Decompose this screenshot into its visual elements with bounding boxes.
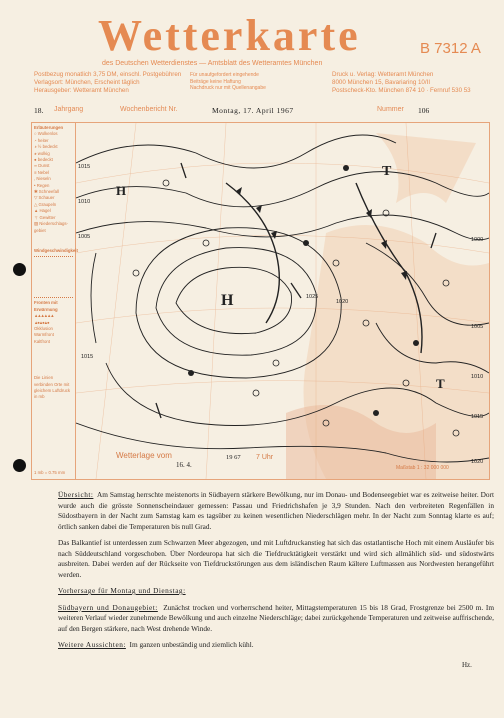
punch-hole <box>13 459 26 472</box>
legend-item: ㄎ Gewitter <box>34 214 56 220</box>
legend-item: ✱ Schneefall <box>34 189 59 195</box>
outlook-heading: Weitere Aussichten: <box>58 640 126 649</box>
legend-footer: 1 mb = 0.75 mm <box>34 469 66 475</box>
disclaimer-box <box>190 72 266 92</box>
map-date: 16. 4. <box>176 461 192 469</box>
publisher-subtitle: des Deutschen Wetterdienstes — Amtsblatt des Wetteramtes München <box>102 60 323 67</box>
issue-line <box>32 103 472 117</box>
pressure-label: T <box>382 164 392 179</box>
issue-date: Montag, 17. April 1967 <box>212 106 294 115</box>
issue-code: B 7312 A <box>420 40 481 57</box>
author-signature: Hz. <box>462 661 472 669</box>
forecast-heading: Vorhersage für Montag und Dienstag: <box>58 586 186 595</box>
isobar-label: 1000 <box>471 237 484 243</box>
isobar-label: 1015 <box>78 164 91 170</box>
isobar-label: 1005 <box>471 324 484 330</box>
map-time: 7 Uhr <box>256 454 274 461</box>
legend-note: Warmfront <box>34 332 54 338</box>
legend-item: ▽ Schauer <box>34 195 55 201</box>
synoptic-paragraph: Das Balkantief ist unterdessen zum Schwarzen Meer abgezogen, und mit Luftdruckanstieg hat sich das ostatlantische Hoch mit einem Ausläufer bis nach Süddeutschland vorgeschoben. Über Nordeuropa hat sich die Tiefdrucktätigkeit verstärkt und wird sich allmählich süd- und südostwärts ausbreiten. Dabei werden auf der Rückseite von Tiefdruckstörungen aus dem isländischen Raum kältere Luftmassen aus Nordwesten herangeführt werden. <box>58 538 494 579</box>
info-line: Postbezug monatlich 3,75 DM, einschl. Postgebühren <box>34 71 182 78</box>
map-year: 19 67 <box>226 454 241 461</box>
subscription-info <box>34 71 181 95</box>
info-line: Herausgeber: Wetteramt München <box>34 87 129 94</box>
legend-item: △ Graupeln <box>34 201 57 207</box>
issue-number: 106 <box>418 106 430 115</box>
legend-item: , Nieseln <box>34 176 51 182</box>
fronts-title: Fronten mit Erwärmung <box>34 300 58 312</box>
jahrgang-number: 18. <box>34 106 44 115</box>
punch-hole <box>13 263 26 276</box>
isobar-label: 1020 <box>336 299 349 305</box>
isobar-label: 1005 <box>78 234 91 240</box>
overview-heading: Übersicht: <box>58 490 94 499</box>
wochenbericht-label: Wochenbericht Nr. <box>120 106 178 113</box>
isobar-label: 1010 <box>471 374 484 380</box>
legend-item: ◑ ½ bedeckt <box>34 144 58 150</box>
legend-title: Erläuterungen <box>34 125 64 130</box>
legend-note: Kaltfront <box>34 338 51 344</box>
region-paragraph <box>58 603 494 635</box>
newspaper-title: Wetterkarte <box>98 11 361 60</box>
legend-item: ● bedeckt <box>34 157 53 163</box>
outlook-paragraph <box>58 640 494 651</box>
legend-item: ∞ Dunst <box>34 163 50 169</box>
legend-item: ▨ Niederschlags-gebiet <box>34 221 68 233</box>
overview-body: Am Samstag herrschte meistenorts in Südbayern stärkere Bewölkung, nur im Donau- und Bodenseegebiet war es zeitweise heiter. Dort wurde auch die grösste Sonnenscheindauer gemessen: Passau und Friedrichshafen je 3,9 Stunden. Nach den verbreiteten Regenfällen in Südostbayern in der Nacht zum Samstag kam es tagsüber zu keinen wesentlichen Niederschlägen mehr. In der Nacht zum Sonntag klarte es auf; örtlich sanken dabei die Temperaturen bis null Grad. <box>58 490 494 531</box>
map-legend: Erläuterungen ○ Wolkenlos ◔ heiter ◑ ½ bedeckt ◕ wolkig ● bedeckt ∞ Dunst ≡ Nebel , Nieseln • Regen ✱ Schneefall ▽ Schauer △ Graupeln ▲ Hagel ㄎ Gewitter ▨ Niederschlags-gebiet Windgeschwindigkeit Fronten mit Erwärmung ▲▲▲▲▲▲ ▲●▲●▲● Okklusion Warmfront Kaltfront Die Linien verbinden Orte mit gleichem Luftdruck in mb 1 mb = 0.75 mm <box>32 123 76 479</box>
nummer-label: Nummer <box>377 106 404 113</box>
forecast-heading-line <box>58 586 494 597</box>
publisher-info <box>332 71 471 95</box>
outlook-body: Im ganzen unbeständig und ziemlich kühl. <box>129 640 254 649</box>
info-line: 8000 München 15, Bavariaring 10/II <box>332 79 431 86</box>
info-line: Postscheck-Kto. München 874 10 · Fernruf 530 53 <box>332 87 471 94</box>
legend-item: • Regen <box>34 182 50 188</box>
legend-footnote: Die Linien verbinden Orte mit gleichem Luftdruck in mb <box>34 375 71 400</box>
overview-paragraph <box>58 490 494 532</box>
weather-report <box>58 490 494 657</box>
weather-map <box>76 123 489 479</box>
isobar-label: 1025 <box>306 294 319 300</box>
legend-item: ◕ wolkig <box>34 150 50 156</box>
info-line: Beiträge keine Haftung <box>190 78 241 85</box>
legend-item: ○ Wolkenlos <box>34 131 58 137</box>
legend-item: ▲ Hagel <box>34 208 51 214</box>
legend-note: Okklusion <box>34 325 53 331</box>
info-line: Nachdruck nur mit Quellenangabe <box>190 85 266 91</box>
pressure-label: H <box>116 183 127 198</box>
wind-title: Windgeschwindigkeit <box>34 247 78 253</box>
map-caption-label: Wetterlage vom <box>116 451 172 460</box>
legend-item: ≡ Nebel <box>34 169 49 175</box>
region-heading: Südbayern und Donaugebiet: <box>58 602 158 612</box>
legend-item: ◔ heiter <box>34 137 49 143</box>
isobar-label: 1015 <box>81 354 94 360</box>
pressure-label: T <box>436 376 445 391</box>
map-scale: Maßstab 1 : 32 000 000 <box>396 465 449 471</box>
isobar-label: 1015 <box>471 414 484 420</box>
isobar-label: 1010 <box>78 199 91 205</box>
info-line: Verlagsort: München, Erscheint täglich <box>34 79 140 86</box>
info-line: Druck u. Verlag: Wetteramt München <box>332 71 434 78</box>
weather-map-frame <box>31 122 490 480</box>
jahrgang-label: Jahrgang <box>54 106 84 113</box>
pressure-label: H <box>221 292 234 309</box>
info-line: Für unaufgefordert eingehende <box>190 72 259 78</box>
isobar-label: 1020 <box>471 459 484 465</box>
region-body: Zunächst trocken und vorherrschend heiter, Mittagstemperaturen 15 bis 18 Grad, Frostgrenze bei 2500 m. Im weiteren Verlauf wieder zunehmende Bewölkung und auch einzelne Niederschläge; dabei zurückgehende Temperaturen und zeitweise auffrischende, auf den Bergen stärkere, nach West drehende Winde. <box>58 602 494 633</box>
